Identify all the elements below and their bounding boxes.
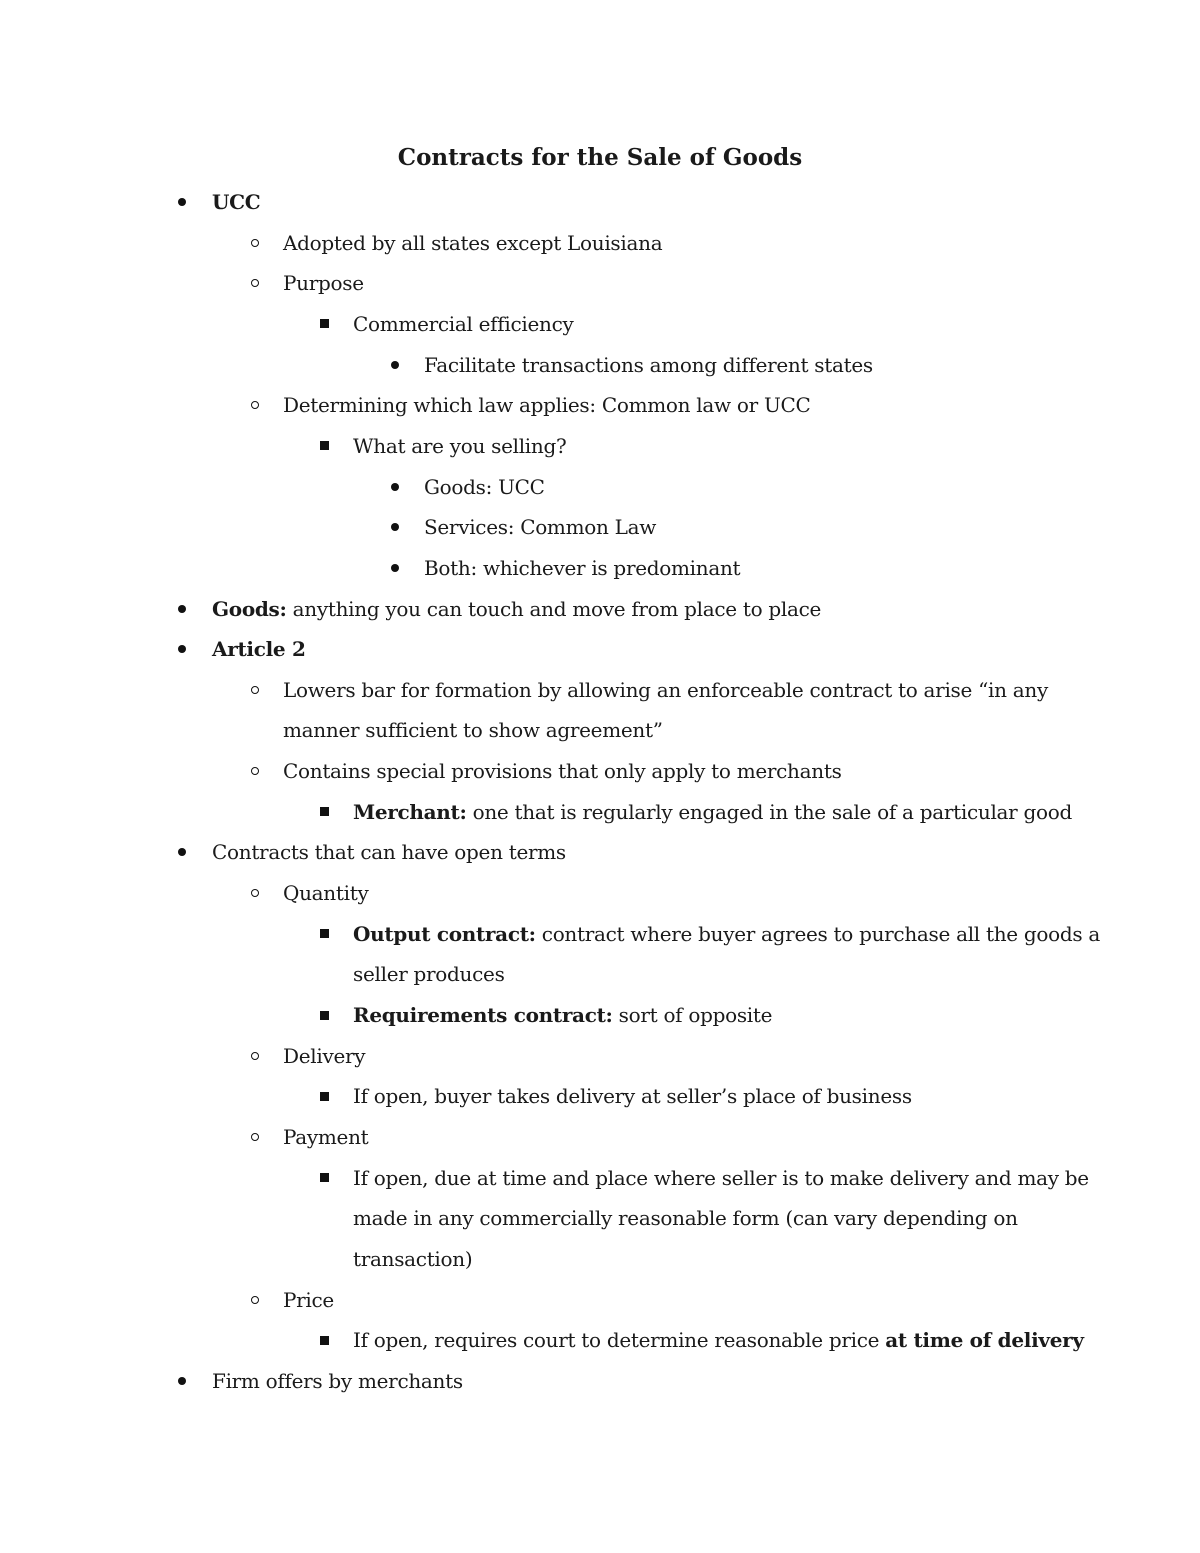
- hollow-bullet-icon: [251, 239, 259, 247]
- item-text: Both: whichever is predominant: [424, 555, 741, 580]
- outline-item: [283, 223, 662, 264]
- item-text: Purpose: [283, 271, 364, 296]
- outline-item: [353, 426, 566, 467]
- item-text: sort of opposite: [612, 1003, 773, 1027]
- filled-bullet-icon: [178, 848, 186, 856]
- filled-bullet-icon: [391, 523, 399, 531]
- item-text: made in any commercially reasonable form (can vary depending on: [353, 1206, 1018, 1231]
- square-bullet-icon: [320, 1092, 329, 1101]
- outline-item: [353, 304, 574, 345]
- outline-item: [283, 1036, 365, 1077]
- item-text: contract where buyer agrees to purchase all the goods a: [535, 921, 1100, 946]
- square-bullet-icon: [320, 319, 329, 328]
- hollow-bullet-icon: [251, 401, 259, 409]
- outline-item: [353, 914, 1100, 955]
- outline-item: [424, 507, 656, 548]
- page-title: Contracts for the Sale of Goods: [397, 144, 803, 171]
- term-label: Goods:: [212, 596, 287, 621]
- outline-item: [283, 873, 368, 914]
- filled-bullet-icon: [178, 1377, 186, 1385]
- term-label: Output contract:: [353, 921, 536, 946]
- outline-item: [353, 1320, 1084, 1361]
- item-text: Determining which law applies: Common law or UCC: [283, 393, 811, 418]
- item-text: Payment: [283, 1124, 369, 1149]
- filled-bullet-icon: [391, 483, 399, 491]
- item-text: anything you can touch and move from place to place: [286, 596, 822, 621]
- filled-bullet-icon: [391, 564, 399, 572]
- outline-item: [283, 751, 842, 792]
- outline-item: [283, 1280, 334, 1321]
- item-text: one that is regularly engaged in the sale of a particular good: [466, 799, 1072, 824]
- item-text: Lowers bar for formation by allowing an enforceable contract to arise “in any: [283, 677, 1048, 702]
- hollow-bullet-icon: [251, 767, 259, 775]
- outline-item: [353, 1239, 472, 1280]
- item-text: Facilitate transactions among different states: [424, 352, 873, 377]
- square-bullet-icon: [320, 1011, 329, 1020]
- item-text: transaction): [353, 1246, 473, 1271]
- outline-item: [353, 995, 772, 1036]
- hollow-bullet-icon: [251, 889, 259, 897]
- square-bullet-icon: [320, 807, 329, 816]
- item-text: Adopted by all states except Louisiana: [283, 230, 663, 255]
- item-text: Quantity: [283, 881, 369, 906]
- square-bullet-icon: [320, 1336, 329, 1345]
- filled-bullet-icon: [391, 361, 399, 369]
- outline-item: [283, 385, 811, 426]
- term-label: Merchant:: [353, 799, 467, 824]
- term-label: UCC: [212, 190, 261, 214]
- hollow-bullet-icon: [251, 1052, 259, 1060]
- item-text: If open, due at time and place where seller is to make delivery and may be: [353, 1165, 1089, 1190]
- item-text: If open, requires court to determine reasonable price: [353, 1328, 886, 1353]
- square-bullet-icon: [320, 441, 329, 450]
- item-text: seller produces: [353, 962, 505, 987]
- term-label: Article 2: [212, 637, 306, 662]
- item-text: Commercial efficiency: [353, 311, 574, 336]
- filled-bullet-icon: [178, 198, 186, 206]
- outline-item: [353, 1198, 1018, 1239]
- outline-item: [212, 1361, 463, 1402]
- square-bullet-icon: [320, 1173, 329, 1182]
- hollow-bullet-icon: [251, 1296, 259, 1304]
- item-text: Services: Common Law: [424, 515, 657, 540]
- item-text: Firm offers by merchants: [212, 1368, 463, 1393]
- item-text: What are you selling?: [353, 433, 567, 458]
- outline-item: [353, 792, 1072, 833]
- item-text: Contracts that can have open terms: [212, 840, 566, 865]
- outline-item: [424, 467, 545, 508]
- hollow-bullet-icon: [251, 686, 259, 694]
- outline-item: [212, 832, 566, 873]
- term-label: Requirements contract:: [353, 1003, 613, 1027]
- item-text: If open, buyer takes delivery at seller’s place of business: [353, 1084, 912, 1109]
- outline-item: [212, 629, 306, 670]
- outline-item: [212, 589, 821, 630]
- filled-bullet-icon: [178, 645, 186, 653]
- item-text: manner sufficient to show agreement”: [283, 718, 663, 743]
- outline-item: [424, 345, 873, 386]
- hollow-bullet-icon: [251, 1133, 259, 1141]
- emphasis-text: at time of delivery: [885, 1328, 1084, 1353]
- item-text: Goods: UCC: [424, 474, 545, 499]
- outline-item: [353, 1076, 912, 1117]
- square-bullet-icon: [320, 929, 329, 938]
- outline-item: [212, 182, 260, 223]
- item-text: Price: [283, 1287, 334, 1312]
- outline-item: [283, 670, 1048, 711]
- outline-item: [283, 710, 663, 751]
- item-text: Contains special provisions that only apply to merchants: [283, 759, 842, 784]
- outline-item: [353, 954, 505, 995]
- outline-item: [283, 1117, 368, 1158]
- outline-item: [353, 1158, 1089, 1199]
- outline-item: [424, 548, 740, 589]
- item-text: Delivery: [283, 1043, 366, 1068]
- outline-item: [283, 263, 364, 304]
- hollow-bullet-icon: [251, 279, 259, 287]
- filled-bullet-icon: [178, 605, 186, 613]
